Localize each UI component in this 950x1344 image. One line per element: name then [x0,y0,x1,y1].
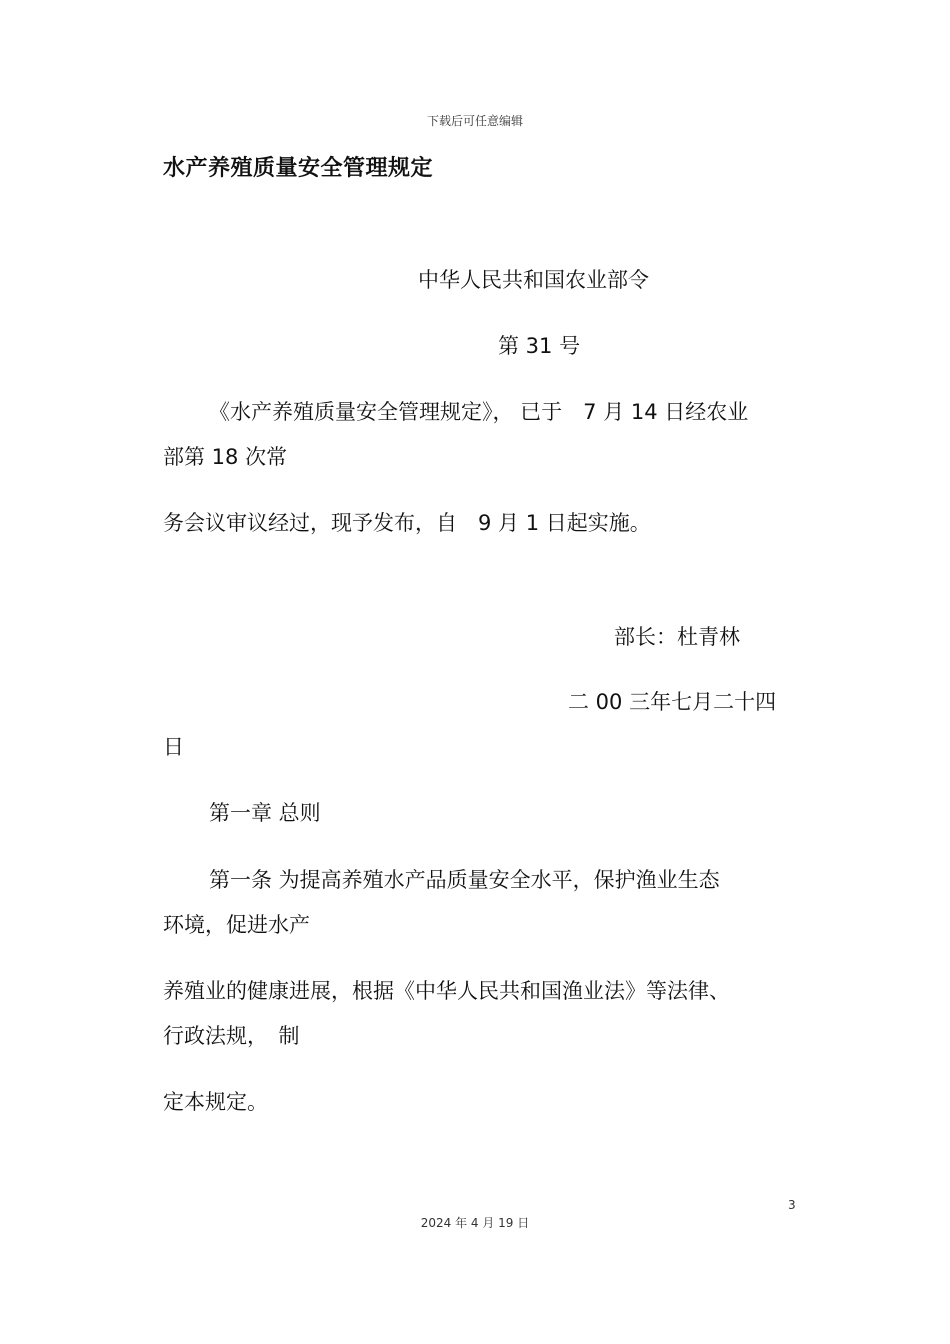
page-number: 3 [788,1198,796,1212]
chapter-heading: 第一章 总则 [209,801,321,825]
article1-line-2: 环境，促进水产 [163,913,310,937]
preamble-line-2: 部第 18 次常 [163,445,288,469]
footer-date: 2024 年 4 月 19 日 [420,1216,530,1230]
header-note: 下载后可任意编辑 [426,114,523,128]
signature: 部长：杜青林 [614,625,740,649]
article1-line-5: 定本规定。 [163,1090,268,1114]
article1-line-1: 第一条 为提高养殖水产品质量安全水平，保护渔业生态 [209,868,720,892]
preamble-line-1: 《水产养殖质量安全管理规定》， 已于 7 月 14 日经农业 [209,400,749,424]
date-line-1: 二 00 三年七月二十四 [568,690,777,714]
issuer-line: 中华人民共和国农业部令 [418,268,649,292]
article1-line-4: 行政法规， 制 [163,1024,300,1048]
article1-line-3: 养殖业的健康进展，根据《中华人民共和国渔业法》等法律、 [163,979,730,1003]
date-line-2: 日 [163,735,184,759]
document-title: 水产养殖质量安全管理规定 [163,156,434,181]
preamble-line-3: 务会议审议经过，现予发布，自 9 月 1 日起实施。 [163,511,651,535]
order-number: 第 31 号 [498,334,581,358]
